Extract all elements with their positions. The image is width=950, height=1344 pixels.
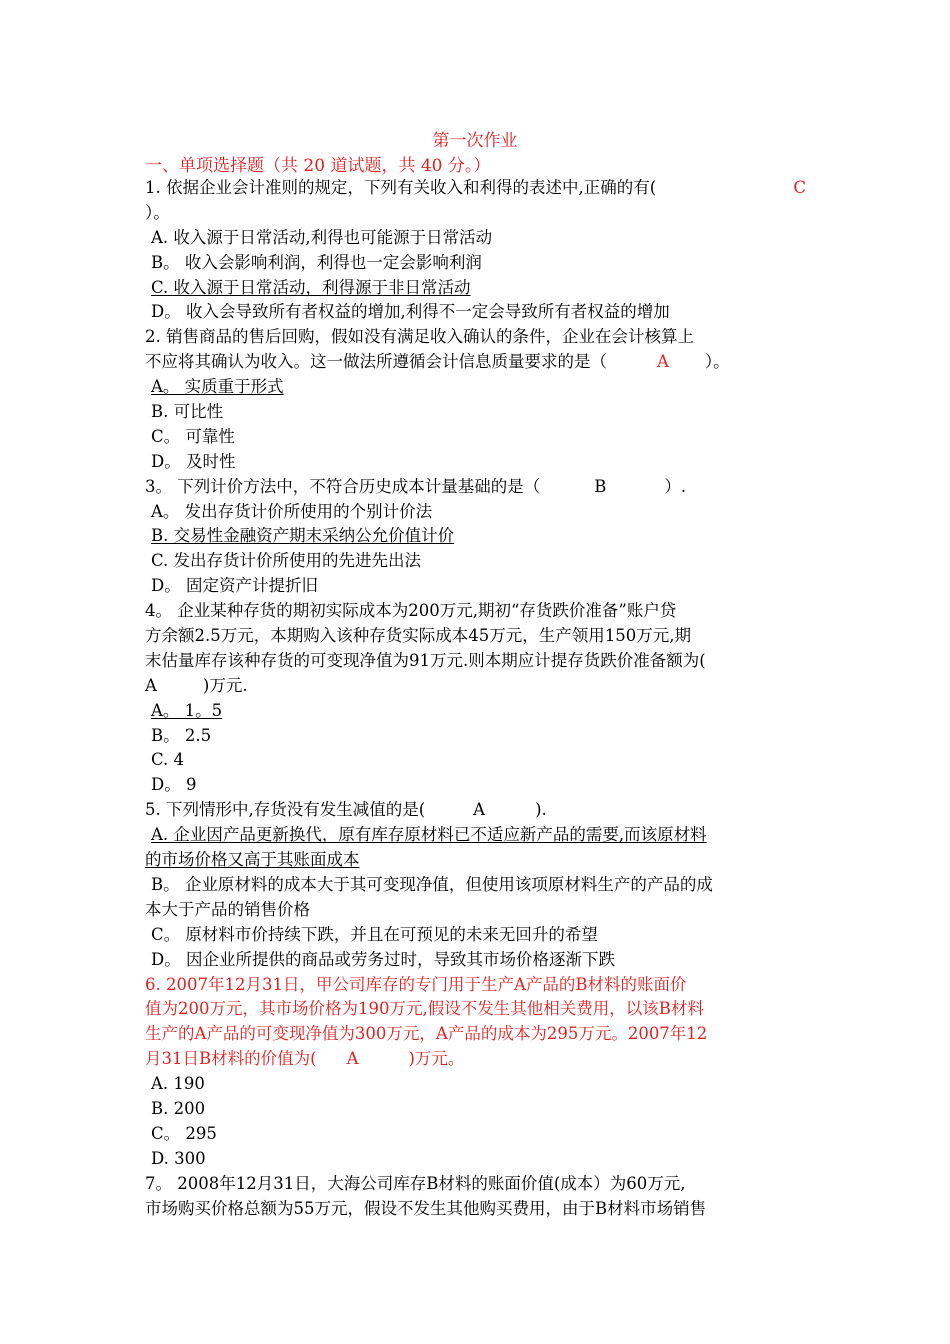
page-title: 第一次作业 (432, 131, 518, 151)
question-3-option-a: A。 发出存货计价所使用的个别计价法 (151, 501, 433, 521)
question-6-stem-cont-2: 生产的A产品的可变现净值为300万元，A产品的成本为295万元。2007年12 (145, 1024, 708, 1044)
question-2-option-a: A。 实质重于形式 (151, 377, 284, 397)
question-3-option-d: D。 固定资产计提折旧 (151, 576, 318, 596)
question-2-option-b: B. 可比性 (151, 402, 224, 422)
section-heading: 一、单项选择题（共 20 道试题，共 40 分。） (145, 156, 491, 176)
question-1-stem-cont: ）。 (145, 202, 170, 222)
question-6-option-d: D. 300 (151, 1148, 206, 1168)
question-5-option-b: B。 企业原材料的成本大于其可变现净值，但使用该项原材料生产的产品的成 (151, 874, 713, 894)
question-2-answer: A (657, 352, 669, 372)
question-1-option-b: B。 收入会影响利润，利得也一定会影响利润 (151, 252, 482, 272)
question-1-option-a: A. 收入源于日常活动,利得也可能源于日常活动 (151, 227, 493, 247)
question-4-option-c: C. 4 (151, 750, 185, 770)
question-6-option-c: C。 295 (151, 1123, 217, 1143)
question-1-answer: C (793, 178, 806, 197)
question-5-option-b-cont: 本大于产品的销售价格 (145, 899, 310, 919)
question-2-option-c: C。 可靠性 (151, 426, 235, 446)
question-1-stem: 1. 依据企业会计准则的规定，下列有关收入和利得的表述中,正确的有( C (145, 176, 810, 201)
question-4-stem-cont-2: 末估量库存该种存货的可变现净值为91万元.则本期应计提存货跌价准备额为( (145, 650, 706, 670)
question-5-option-a-cont: 的市场价格又高于其账面成本 (145, 850, 360, 870)
question-list (145, 176, 810, 1221)
question-4-stem-cont-3: A )万元. (145, 675, 248, 695)
question-2-stem: 2. 销售商品的售后回购，假如没有满足收入确认的条件，企业在会计核算上 (145, 327, 694, 347)
question-6-answer: A (346, 1049, 359, 1069)
question-2-stem-cont: 不应将其确认为收入。这一做法所遵循会计信息质量要求的是（ A ）。 (145, 352, 730, 372)
question-4-option-a: A。 1。5 (151, 700, 223, 720)
question-6-option-a: A. 190 (151, 1074, 205, 1094)
question-6-stem: 6. 2007年12月31日，甲公司库存的专门用于生产A产品的B材料的账面价 (145, 974, 687, 994)
question-1-option-d: D。 收入会导致所有者权益的增加,利得不一定会导致所有者权益的增加 (151, 302, 670, 322)
question-5-answer: A (473, 800, 486, 820)
question-4-option-d: D。 9 (151, 775, 197, 795)
question-3-option-b: B. 交易性金融资产期末采纳公允价值计价 (151, 526, 455, 546)
question-3-stem: 3。 下列计价方法中，不符合历史成本计量基础的是（ B ）. (145, 476, 687, 496)
question-6-stem-cont-3: 月31日B材料的价值为( A )万元。 (145, 1049, 465, 1069)
question-7-stem: 7。 2008年12月31日，大海公司库存B材料的账面价值(成本）为60万元, (145, 1173, 686, 1193)
question-3-option-c: C. 发出存货计价所使用的先进先出法 (151, 551, 422, 571)
question-4-stem-cont-1: 方余额2.5万元，本期购入该种存货实际成本45万元，生产领用150万元,期 (145, 626, 691, 646)
question-5-option-c: C。 原材料市价持续下跌，并且在可预见的未来无回升的希望 (151, 924, 598, 944)
question-5-stem: 5. 下列情形中,存货没有发生减值的是( A ). (145, 800, 547, 820)
question-4-answer: A (145, 675, 157, 695)
question-5-option-a: A. 企业因产品更新换代，原有库存原材料已不适应新产品的需要,而该原材料 (151, 825, 707, 845)
question-4-option-b: B。 2.5 (151, 725, 212, 745)
question-1-option-c: C. 收入源于日常活动，利得源于非日常活动 (151, 277, 471, 297)
question-6-option-b: B. 200 (151, 1098, 206, 1118)
question-4-stem: 4。 企业某种存货的期初实际成本为200万元,期初“存货跌价准备”账户贷 (145, 601, 677, 621)
question-6-stem-cont-1: 值为200万元，其市场价格为190万元,假设不发生其他相关费用，以该B材料 (145, 999, 704, 1019)
question-7-stem-cont: 市场购买价格总额为55万元，假设不发生其他购买费用，由于B材料市场销售 (145, 1198, 707, 1218)
question-5-option-d: D。 因企业所提供的商品或劳务过时，导致其市场价格逐渐下跌 (151, 949, 615, 969)
question-3-answer: B (594, 476, 607, 496)
question-2-option-d: D。 及时性 (151, 451, 236, 471)
